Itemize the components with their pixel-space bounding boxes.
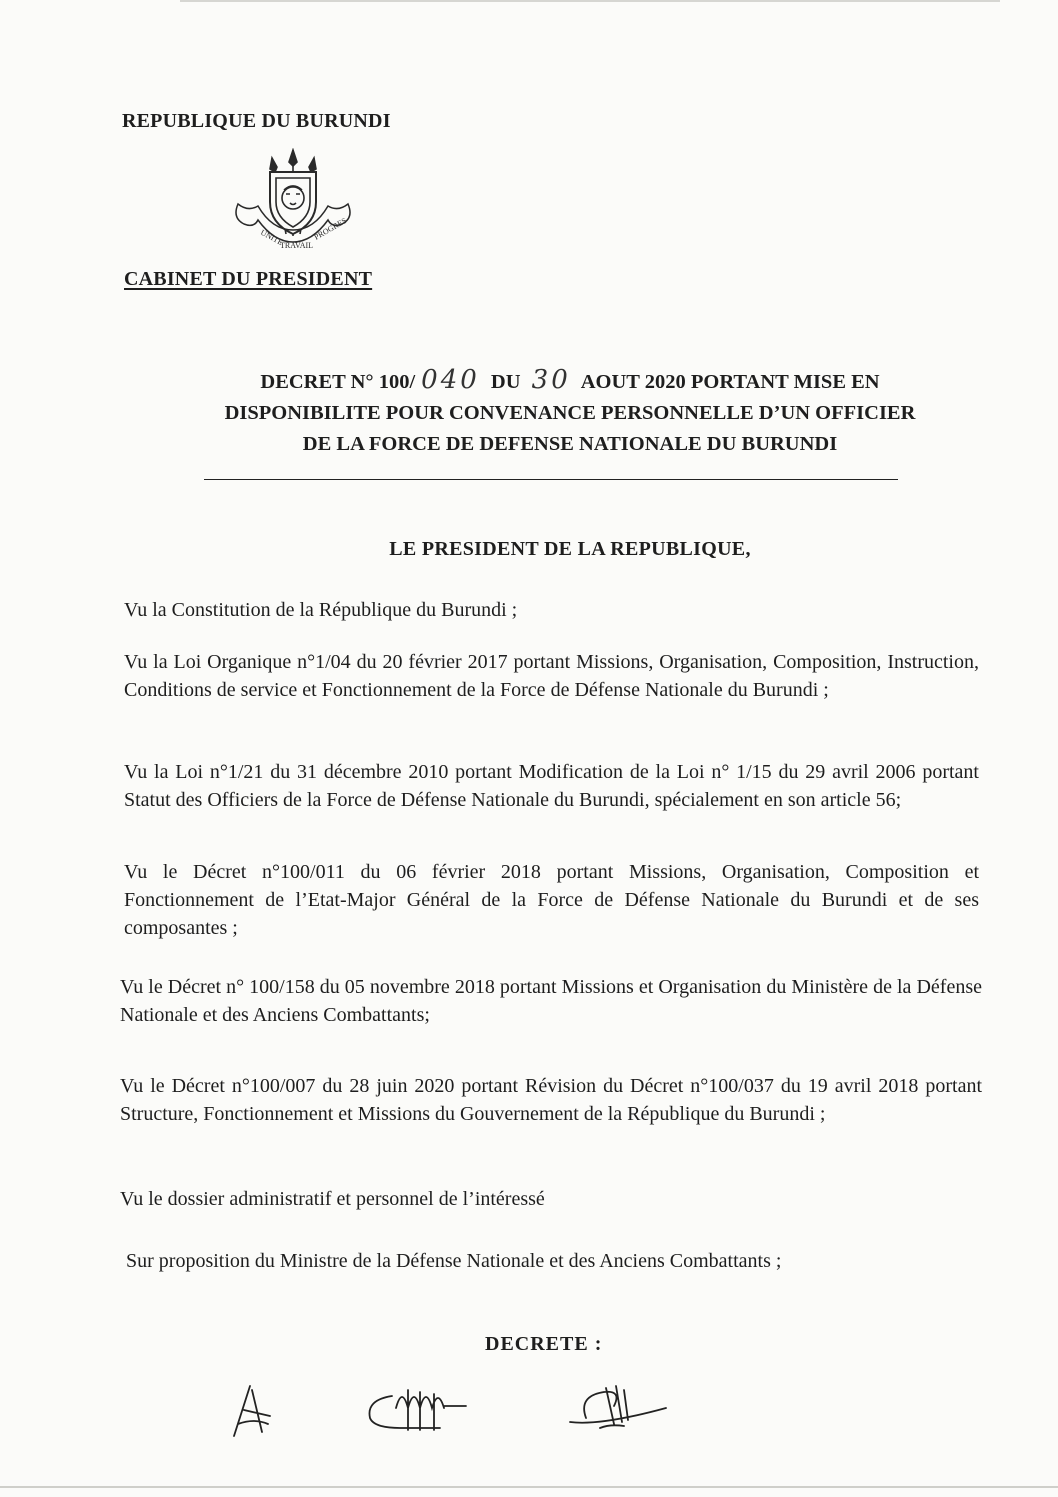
svg-text:PROGRES: PROGRES: [312, 215, 349, 242]
svg-text:UNITE: UNITE: [259, 227, 285, 248]
consideration-decret-gouvernement: Vu le Décret n°100/007 du 28 juin 2020 portant Révision du Décret n°100/037 du 19 avril 2018 portant Structure, Fonctionnement et Missions du Gouvernement de la République du Burundi ;: [120, 1075, 982, 1125]
initials-signature-2: [362, 1378, 472, 1440]
decrete-heading: DECRETE :: [485, 1333, 603, 1355]
initials-signature-3: [560, 1376, 680, 1440]
decree-prefix: DECRET N° 100/: [260, 371, 416, 393]
title-line-1: [100, 365, 1040, 398]
title-du: DU: [490, 371, 521, 393]
scan-edge-top: [180, 0, 1000, 2]
consideration-loi-statut: Vu la Loi n°1/21 du 31 décembre 2010 portant Modification de la Loi n° 1/15 du 29 avril 2006 portant Statut des Officiers de la Force de Défense Nationale du Burundi, spécialement en son article 56;: [124, 761, 979, 811]
decree-title: [100, 365, 1040, 460]
cabinet-heading: CABINET DU PRESIDENT: [124, 268, 373, 290]
initials-signature-1: [220, 1380, 280, 1440]
consideration-decret-etat-major: Vu le Décret n°100/011 du 06 février 2018 portant Missions, Organisation, Composition et Fonctionnement de l’Etat-Major Général de la Force de Défense Nationale du Burundi et de ses composantes ;: [124, 861, 979, 939]
decree-number-handwritten: 040: [421, 365, 480, 395]
title-divider: [204, 479, 898, 480]
coat-of-arms-emblem: [228, 148, 358, 266]
title-line-1-rest: AOUT 2020 PORTANT MISE EN: [580, 371, 880, 393]
republic-heading: REPUBLIQUE DU BURUNDI: [122, 110, 391, 132]
scan-edge-bottom: [0, 1486, 1058, 1488]
svg-text:TRAVAIL: TRAVAIL: [280, 241, 314, 250]
title-line-2: DISPONIBILITE POUR CONVENANCE PERSONNELLE D’UN OFFICIER: [224, 402, 916, 424]
decree-day-handwritten: 30: [531, 365, 571, 395]
consideration-proposition: Sur proposition du Ministre de la Défense Nationale et des Anciens Combattants ;: [126, 1250, 782, 1272]
consideration-decret-ministere: Vu le Décret n° 100/158 du 05 novembre 2018 portant Missions et Organisation du Ministère de la Défense Nationale et des Anciens Combattants;: [120, 976, 982, 1026]
consideration-dossier: Vu le dossier administratif et personnel de l’intéressé: [120, 1188, 545, 1210]
consideration-constitution: Vu la Constitution de la République du Burundi ;: [124, 599, 518, 621]
consideration-loi-organique: Vu la Loi Organique n°1/04 du 20 février 2017 portant Missions, Organisation, Composition, Instruction, Conditions de service et Fonctionnement de la Force de Défense Nationale du Burundi ;: [124, 651, 979, 701]
title-line-3: DE LA FORCE DE DEFENSE NATIONALE DU BURUNDI: [302, 433, 838, 455]
president-heading: LE PRESIDENT DE LA REPUBLIQUE,: [389, 538, 751, 560]
